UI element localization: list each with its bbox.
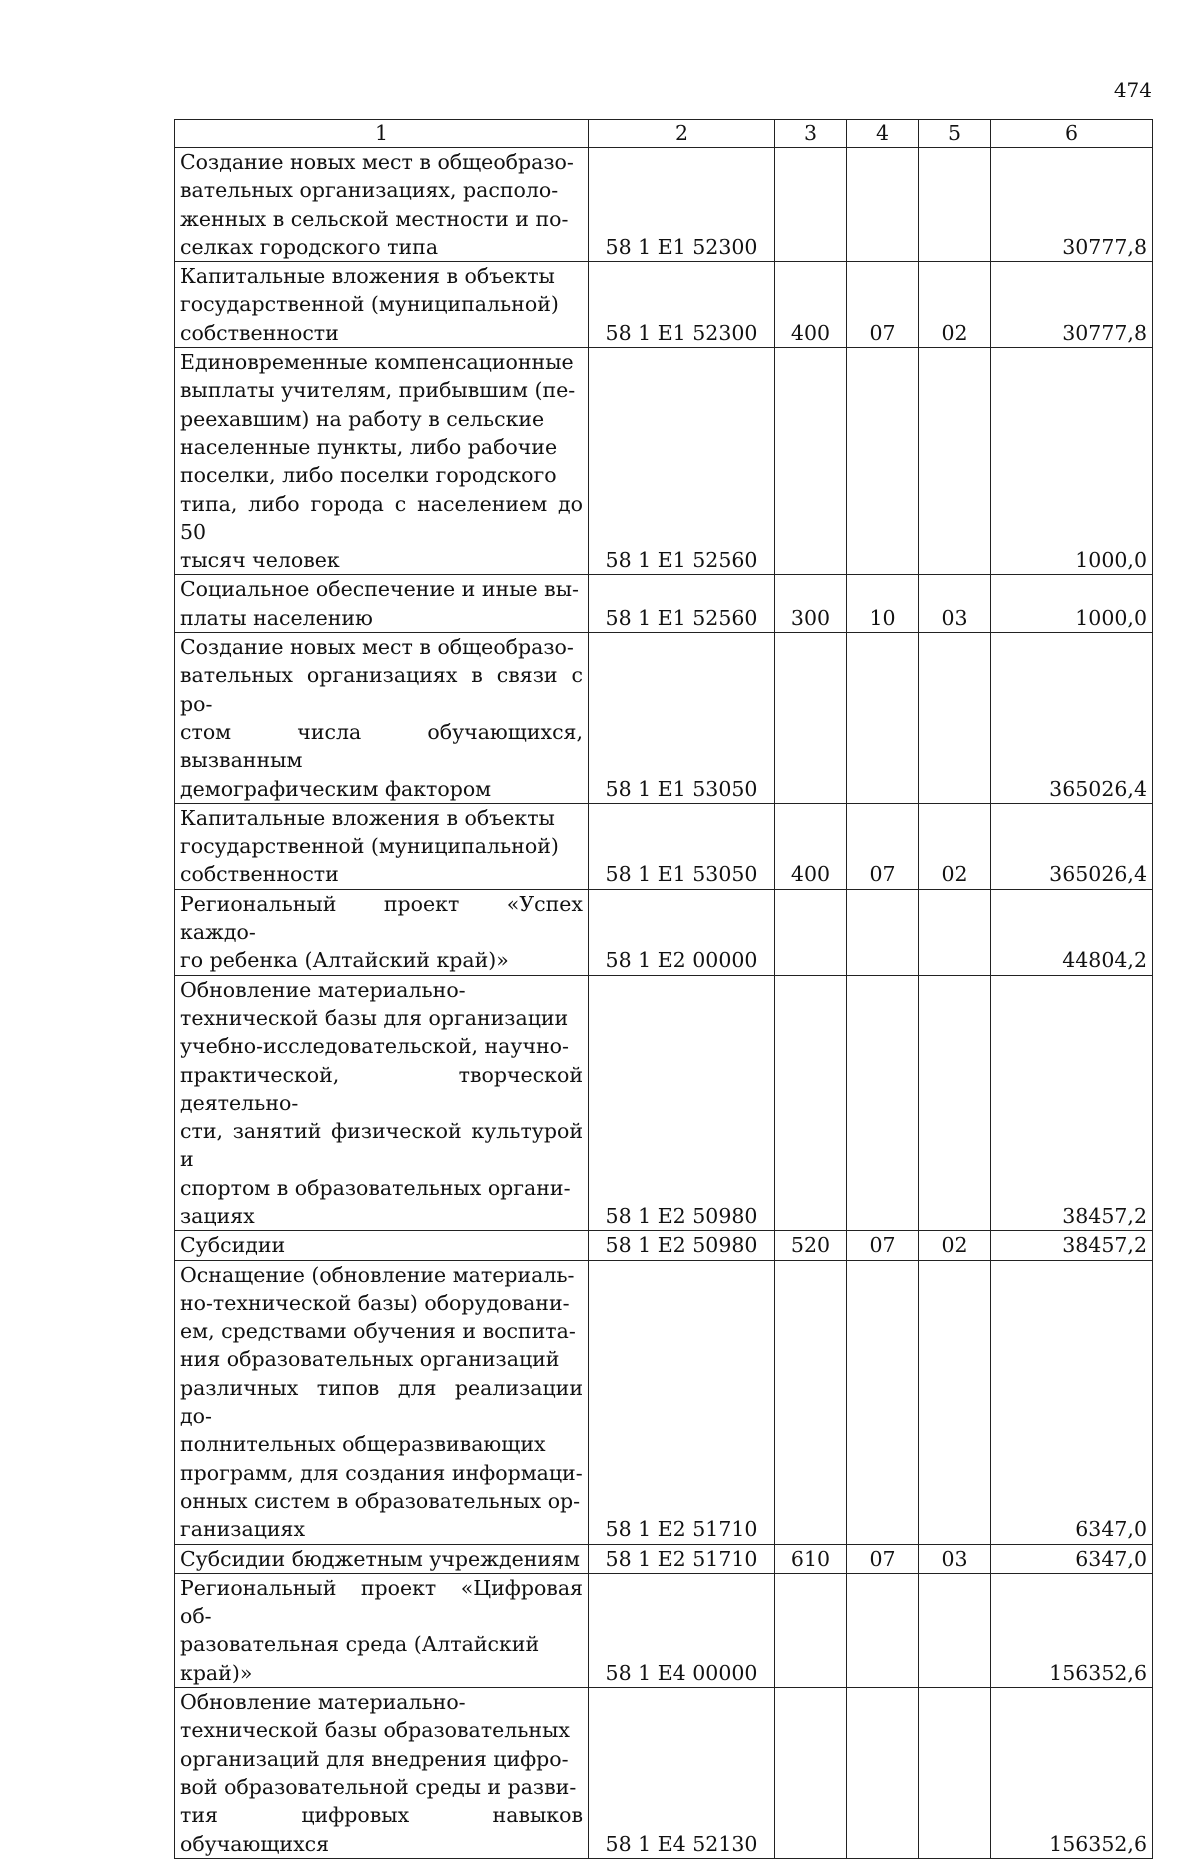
- row-target-code: 58 1 E1 53050: [589, 633, 775, 804]
- row-expense-type: [775, 975, 847, 1231]
- row-name: [175, 148, 589, 262]
- row-subsection: 02: [919, 803, 991, 889]
- table-row: [175, 803, 1153, 889]
- row-section: [847, 1573, 919, 1687]
- row-name-text: Обновление материально- технической базы для организации учебно-исследовательской, научно- практической, творческой деятельно- сти, занятий физической культурой и спортом в образовательных органи- зациях: [180, 977, 583, 1228]
- row-amount: 1000,0: [991, 575, 1153, 633]
- table-row: [175, 1573, 1153, 1687]
- row-name-text: Субсидии: [180, 1233, 286, 1258]
- row-name-text: Капитальные вложения в объекты государственной (муниципальной) собственности: [180, 805, 559, 887]
- row-section: [847, 633, 919, 804]
- row-subsection: [919, 1260, 991, 1544]
- row-name-text: Единовременные компенсационные выплаты учителям, прибывшим (пе- реехавшим) на работу в сельские населенные пункты, либо рабочие поселки, либо поселки городского типа, либо города с населением до 50 тысяч человек: [180, 350, 583, 573]
- budget-table: [174, 119, 1153, 1859]
- row-amount: 30777,8: [991, 262, 1153, 348]
- row-expense-type: 300: [775, 575, 847, 633]
- row-amount: 44804,2: [991, 889, 1153, 975]
- row-subsection: [919, 633, 991, 804]
- row-subsection: [919, 889, 991, 975]
- row-target-code: 58 1 E2 50980: [589, 1231, 775, 1260]
- row-name: [175, 1573, 589, 1687]
- row-name-text: Капитальные вложения в объекты государственной (муниципальной) собственности: [180, 264, 559, 345]
- table-row: [175, 975, 1153, 1231]
- row-name: [175, 803, 589, 889]
- table-row: [175, 889, 1153, 975]
- row-expense-type: 610: [775, 1544, 847, 1573]
- row-name: [175, 889, 589, 975]
- row-expense-type: 400: [775, 262, 847, 348]
- row-name: [175, 262, 589, 348]
- row-amount: 365026,4: [991, 633, 1153, 804]
- row-subsection: [919, 975, 991, 1231]
- row-subsection: 02: [919, 262, 991, 348]
- table-row: [175, 575, 1153, 633]
- table-row: [175, 1231, 1153, 1260]
- row-target-code: 58 1 E2 50980: [589, 975, 775, 1231]
- row-amount: 30777,8: [991, 148, 1153, 262]
- row-name-text: Обновление материально- технической базы образовательных организаций для внедрения цифро- вой образовательной среды и разви- тия цифровых навыков обучающихся: [180, 1690, 583, 1856]
- row-section: 10: [847, 575, 919, 633]
- table-row: [175, 262, 1153, 348]
- row-target-code: 58 1 E1 53050: [589, 803, 775, 889]
- header-cell: 6: [991, 120, 1153, 148]
- table-row: [175, 1544, 1153, 1573]
- row-target-code: 58 1 E1 52560: [589, 348, 775, 575]
- row-name-text: Создание новых мест в общеобразо- вательных организациях в связи с ро- стом числа обучающихся, вызванным демографическим фактором: [180, 635, 583, 801]
- row-subsection: [919, 1573, 991, 1687]
- row-name-text: Оснащение (обновление материаль- но-технической базы) оборудовани- ем, средствами обучения и воспита- ния образовательных организаций различных типов для реализации до- полнительных общеразвивающих программ, для создания информаци- онных систем в образовательных ор- ганизациях: [180, 1262, 583, 1542]
- row-name-text: Региональный проект «Успех каждо- го ребенка (Алтайский край)»: [180, 891, 583, 973]
- row-section: [847, 1688, 919, 1859]
- row-name: [175, 1260, 589, 1544]
- row-target-code: 58 1 E1 52560: [589, 575, 775, 633]
- row-name: [175, 348, 589, 575]
- row-expense-type: 400: [775, 803, 847, 889]
- row-section: [847, 348, 919, 575]
- header-cell: 4: [847, 120, 919, 148]
- row-section: 07: [847, 262, 919, 348]
- row-target-code: 58 1 E1 52300: [589, 148, 775, 262]
- row-name-text: Социальное обеспечение и иные вы- платы населению: [180, 577, 579, 630]
- row-expense-type: [775, 348, 847, 575]
- row-target-code: 58 1 E2 00000: [589, 889, 775, 975]
- header-cell: 2: [589, 120, 775, 148]
- row-expense-type: [775, 1573, 847, 1687]
- row-target-code: 58 1 E1 52300: [589, 262, 775, 348]
- row-name: [175, 575, 589, 633]
- row-expense-type: [775, 148, 847, 262]
- table-row: [175, 1260, 1153, 1544]
- row-section: 07: [847, 1231, 919, 1260]
- page-number: 474: [1113, 78, 1152, 102]
- header-cell: 5: [919, 120, 991, 148]
- row-name: [175, 1688, 589, 1859]
- row-section: [847, 975, 919, 1231]
- row-subsection: 03: [919, 1544, 991, 1573]
- row-expense-type: [775, 1260, 847, 1544]
- row-subsection: [919, 1688, 991, 1859]
- table-row: [175, 148, 1153, 262]
- row-amount: 156352,6: [991, 1688, 1153, 1859]
- row-amount: 38457,2: [991, 975, 1153, 1231]
- row-name: [175, 633, 589, 804]
- header-cell: 3: [775, 120, 847, 148]
- row-subsection: [919, 148, 991, 262]
- row-amount: 1000,0: [991, 348, 1153, 575]
- row-target-code: 58 1 E4 00000: [589, 1573, 775, 1687]
- row-expense-type: [775, 889, 847, 975]
- row-target-code: 58 1 E2 51710: [589, 1260, 775, 1544]
- row-amount: 365026,4: [991, 803, 1153, 889]
- row-subsection: [919, 348, 991, 575]
- row-amount: 6347,0: [991, 1544, 1153, 1573]
- row-section: [847, 148, 919, 262]
- row-subsection: 02: [919, 1231, 991, 1260]
- row-target-code: 58 1 E4 52130: [589, 1688, 775, 1859]
- table-row: [175, 633, 1153, 804]
- row-subsection: 03: [919, 575, 991, 633]
- row-name-text: Субсидии бюджетным учреждениям: [180, 1546, 580, 1571]
- row-target-code: 58 1 E2 51710: [589, 1544, 775, 1573]
- row-section: [847, 889, 919, 975]
- row-section: 07: [847, 803, 919, 889]
- row-amount: 6347,0: [991, 1260, 1153, 1544]
- row-name-text: Создание новых мест в общеобразо- вательных организациях, располо- женных в сельской местности и по- селках городского типа: [180, 150, 574, 259]
- row-section: 07: [847, 1544, 919, 1573]
- header-row: [175, 120, 1153, 148]
- row-name: [175, 975, 589, 1231]
- row-name: [175, 1231, 589, 1260]
- table-row: [175, 1688, 1153, 1859]
- row-name: [175, 1544, 589, 1573]
- table-row: [175, 348, 1153, 575]
- row-expense-type: 520: [775, 1231, 847, 1260]
- header-cell: 1: [175, 120, 589, 148]
- row-amount: 38457,2: [991, 1231, 1153, 1260]
- row-section: [847, 1260, 919, 1544]
- row-expense-type: [775, 633, 847, 804]
- row-expense-type: [775, 1688, 847, 1859]
- row-amount: 156352,6: [991, 1573, 1153, 1687]
- row-name-text: Региональный проект «Цифровая об- разовательная среда (Алтайский край)»: [180, 1575, 583, 1685]
